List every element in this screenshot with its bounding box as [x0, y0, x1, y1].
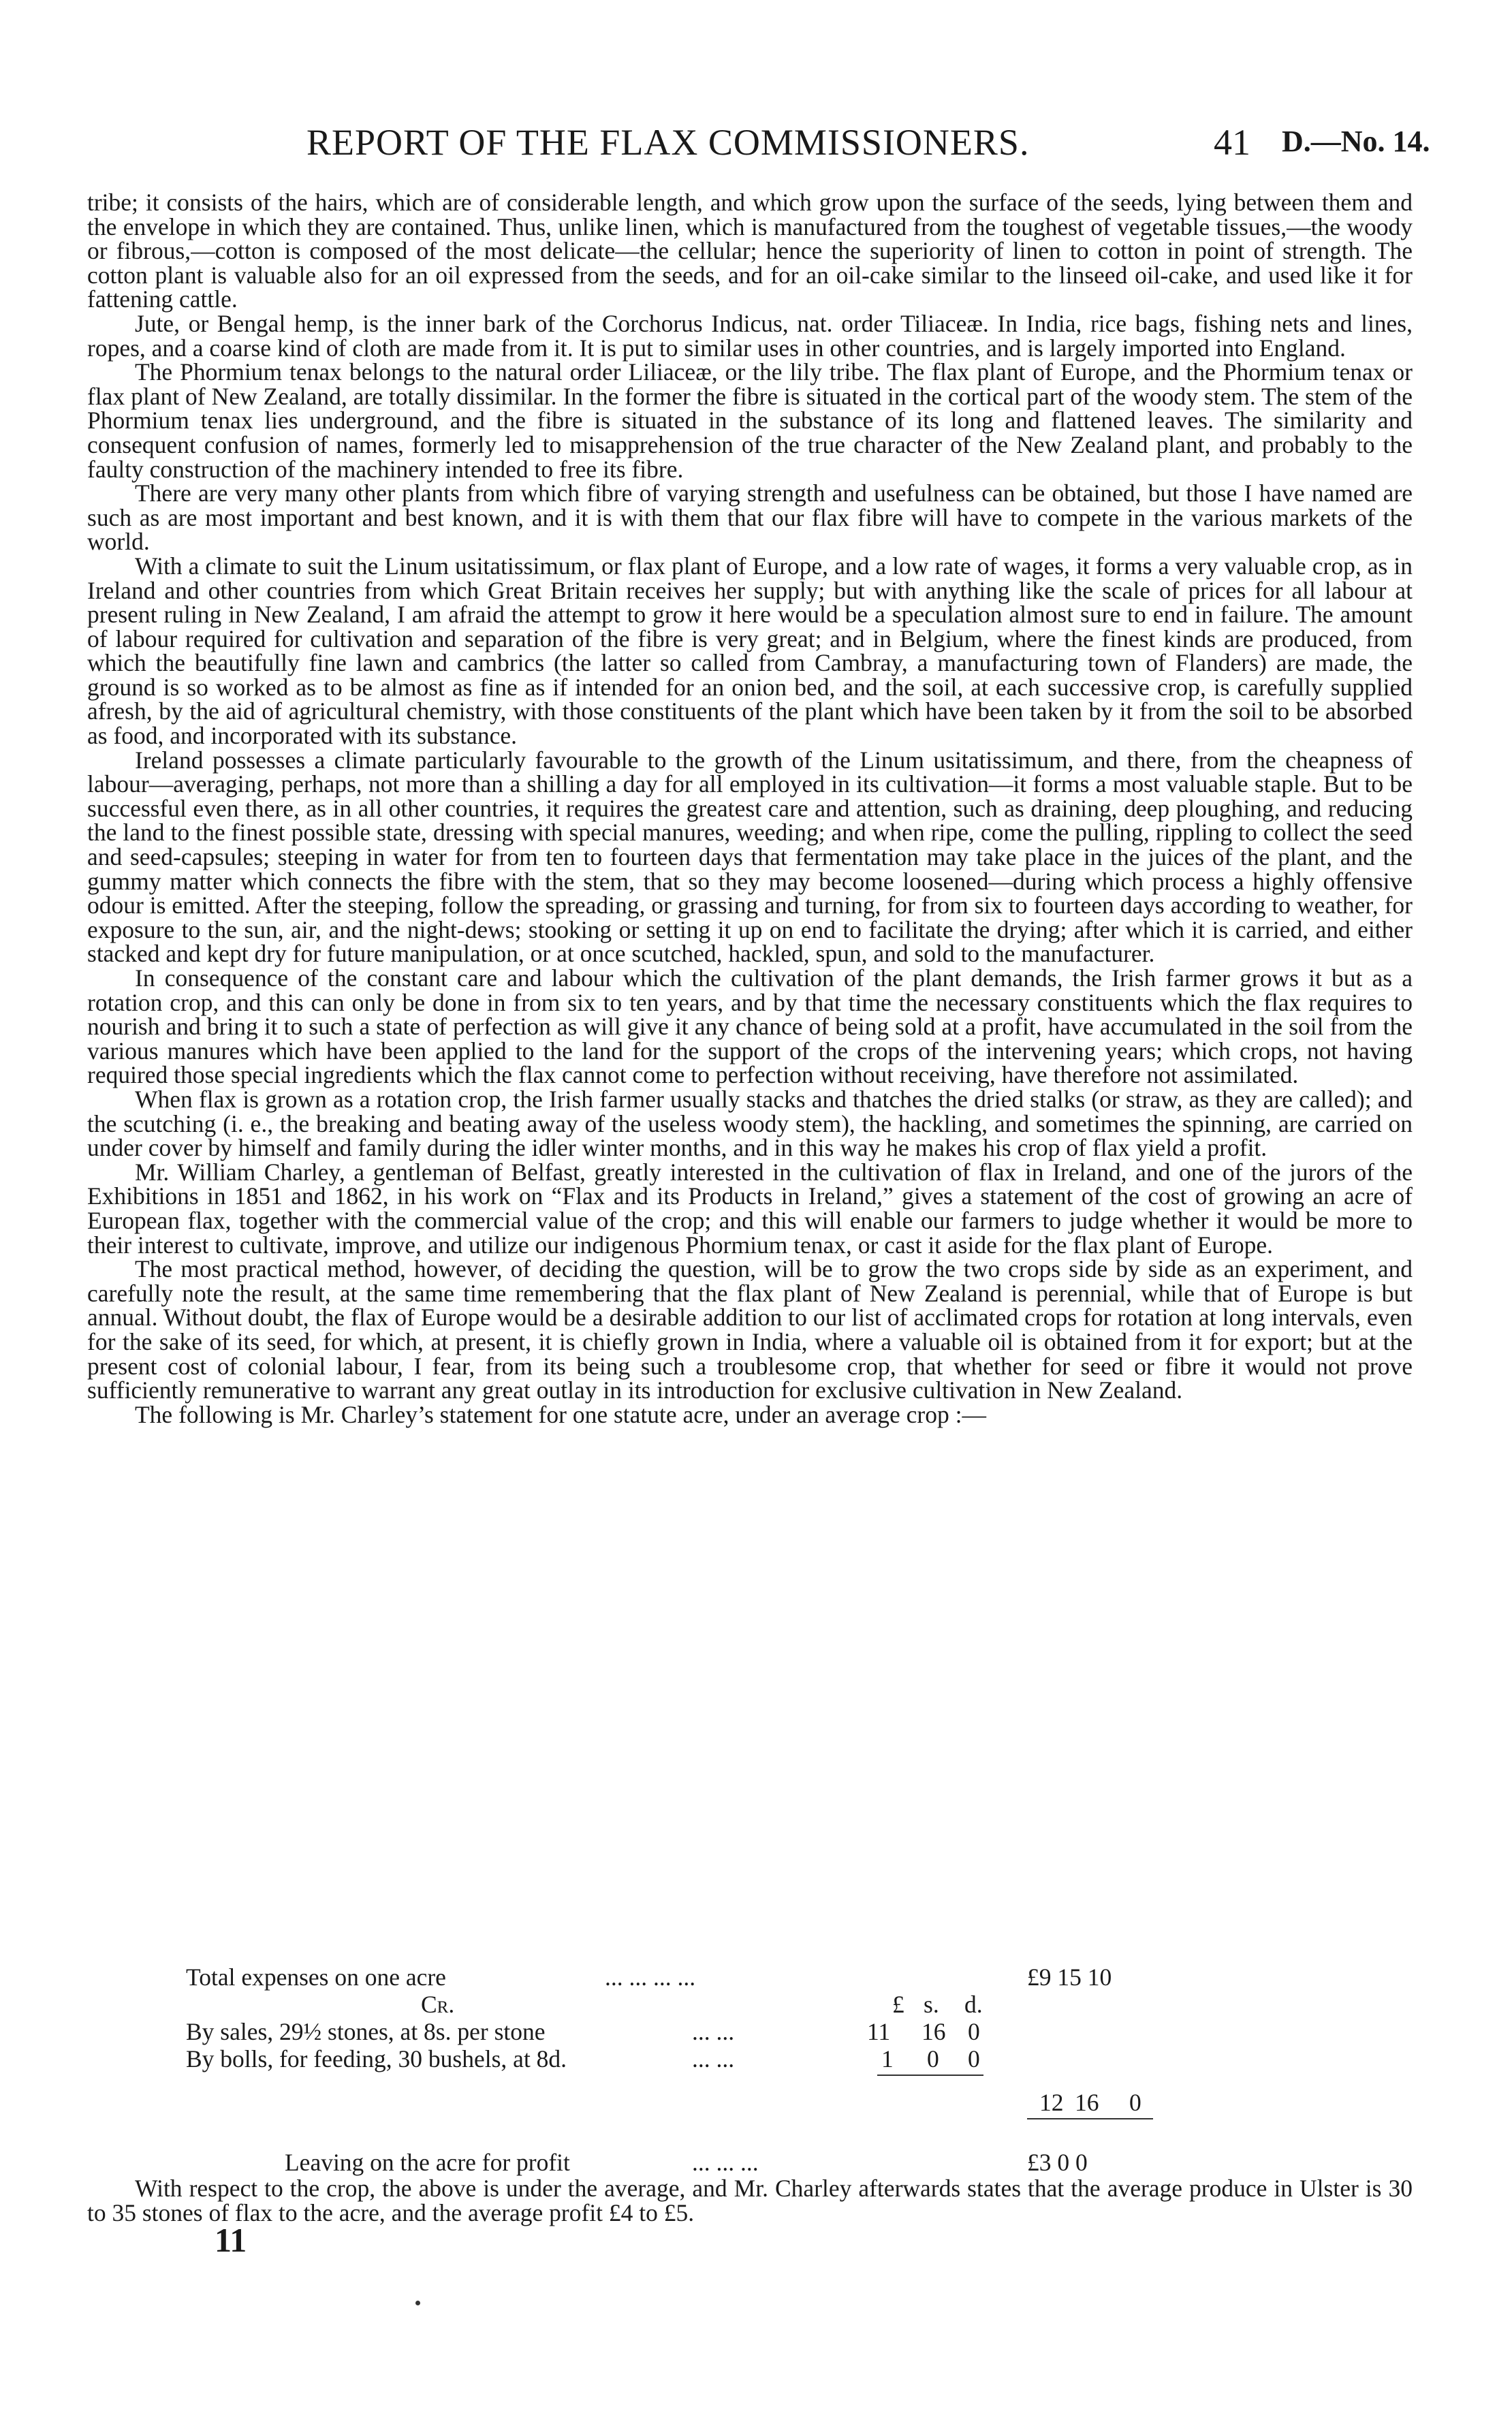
- sales-pence: 0: [968, 2018, 980, 2045]
- paragraph: The most practical method, however, of deciding the question, will be to grow the two crops side by side as an experiment, and carefully note the result, at the same time remembering that the flax plant of New Zealand is perennial, while that of Europe is but annual. Without doubt, the flax of Europe would be a desirable addition to our list of acclimated crops for rotation at long intervals, even for the sake of its seed, for which, at present, it is chiefly grown in India, where a valuable oil is obtained from it for export; but at the present cost of colonial labour, I fear, from its being such a troublesome crop, that whether for seed or fibre it would not prove sufficiently remunerative to warrant any great outlay in its introduction for exclusive cultivation in New Zealand.: [87, 1255, 1413, 1404]
- ink-dot: [415, 2301, 420, 2305]
- closing-text: [87, 2177, 1413, 2225]
- running-title: REPORT OF THE FLAX COMMISSIONERS.: [306, 122, 1030, 163]
- ledger-row-sales: [87, 2017, 1413, 2045]
- paragraph: With respect to the crop, the above is under the average, and Mr. Charley afterwards states that the average produce in Ulster is 30 to 35 stones of flax to the acre, and the average profit £4 to £5.: [87, 2175, 1413, 2226]
- ledger-row-sum: [87, 2088, 1413, 2115]
- page-header: [0, 121, 1512, 169]
- sales-shillings: 16: [922, 2018, 946, 2045]
- paragraph: There are very many other plants from which fibre of varying strength and usefulness can be obtained, but those I have named are such as are most important and best known, and it is with them that our flax fibre will have to compete in the various markets of the world.: [87, 479, 1413, 556]
- paragraph: In consequence of the constant care and labour which the cultivation of the plant demands, the Irish farmer grows it but as a rotation crop, and this can only be done in from six to ten years, and by that time the necessary constituents which the flax requires to nourish and bring it to such a state of perfection as will give it any chance of being sold at a profit, have accumulated in the soil from the various manures which have been applied to the land for the support of the crops of the intervening years; which crops, not having required those special ingredients which the flax cannot come to perfection without receiving, have therefore not assimilated.: [87, 964, 1413, 1089]
- credit-heading: Cr.: [421, 1991, 455, 2018]
- signature-mark: 11: [215, 2221, 247, 2259]
- sum-rule: [877, 2075, 983, 2076]
- leader-dots: ... ...: [692, 2018, 735, 2045]
- total-expenses-value: £9 15 10: [1027, 1963, 1112, 1991]
- ledger-row-total: [87, 1963, 1413, 1990]
- paper-reference: D.—No. 14.: [1282, 125, 1430, 158]
- sales-label: By sales, 29½ stones, at 8s. per stone: [186, 2018, 546, 2045]
- sum-pounds: 12: [1039, 2089, 1064, 2116]
- bolls-shillings: 0: [927, 2045, 939, 2072]
- col-pence: d.: [964, 1991, 983, 2018]
- paragraph: With a climate to suit the Linum usitatissimum, or flax plant of Europe, and a low rate of wages, it forms a very valuable crop, as in Ireland and other countries from which Great Britain receives her supply; but with anything like the scale of prices for all labour at present ruling in New Zealand, I am afraid the attempt to grow it here would be a speculation almost sure to end in failure. The amount of labour required for cultivation and separation of the fibre is very great; and in Belgium, where the finest kinds are produced, from which the beautifully fine lawn and cambrics (the latter so called from Cambray, a manufacturing town of Flanders) are made, the ground is so worked as to be almost as fine as if intended for an onion bed, and the soil, at each successive crop, is carefully supplied afresh, by the aid of agricultural chemistry, with those constituents of the plant which have been taken by it from the soil to be absorbed as food, and incorporated with its substance.: [87, 552, 1413, 750]
- leader-dots: ... ...: [692, 2045, 735, 2072]
- bolls-pence: 0: [968, 2045, 980, 2072]
- paragraph: Mr. William Charley, a gentleman of Belfast, greatly interested in the cultivation of flax in Ireland, and one of the jurors of the Exhibitions in 1851 and 1862, in his work on “Flax and its Products in Ireland,” gives a statement of the cost of growing an acre of European flax, together with the commercial value of the crop; and this will enable our farmers to judge whether it would be more to their interest to cultivate, improve, and utilize our indigenous Phormium tenax, or cast it aside for the flax plant of Europe.: [87, 1158, 1413, 1259]
- paragraph: The Phormium tenax belongs to the natural order Liliaceæ, or the lily tribe. The flax plant of Europe, and the Phormium tenax or flax plant of New Zealand, are totally dissimilar. In the former the fibre is situated in the cortical part of the woody stem. The stem of the Phormium tenax lies underground, and the fibre is situated in the substance of its long and flattened leaves. The similarity and consequent confusion of names, formerly led to misapprehension of the true character of the New Zealand plant, and probably to the faulty construction of the machinery intended to free its fibre.: [87, 358, 1413, 483]
- paragraph: The following is Mr. Charley’s statement for one statute acre, under an average crop :—: [135, 1400, 986, 1428]
- sum-pence: 0: [1129, 2089, 1141, 2116]
- col-shillings: s.: [924, 1991, 939, 2018]
- paragraph: When flax is grown as a rotation crop, the Irish farmer usually stacks and thatches the dried stalks (or straw, as they are called); and the scutching (i. e., the breaking and beating away of the useless woody stem), the hackling, and sometimes the spinning, are carried on under cover by himself and family during the idler winter months, and in this way he makes his crop of flax yield a profit.: [87, 1085, 1413, 1162]
- sum-shillings: 16: [1075, 2089, 1099, 2116]
- profit-value: £3 0 0: [1027, 2149, 1088, 2176]
- ledger-row-bolls: [87, 2045, 1413, 2072]
- body-text: [87, 191, 1413, 1427]
- ledger-row-profit: [87, 2148, 1413, 2175]
- paragraph: Jute, or Bengal hemp, is the inner bark of the Corchorus Indicus, nat. order Tiliaceæ. In India, rice bags, fishing nets and lines, ropes, and a coarse kind of cloth are made from it. It is put to similar uses in other countries, and is largely imported into England.: [87, 309, 1413, 362]
- leader-dots: ... ... ... ...: [605, 1963, 696, 1991]
- bolls-pounds: 1: [881, 2045, 894, 2072]
- profit-label: Leaving on the acre for profit: [285, 2149, 570, 2176]
- total-expenses-label: Total expenses on one acre: [186, 1963, 446, 1991]
- paragraph: Ireland possesses a climate particularly favourable to the growth of the Linum usitatissimum, and there, from the cheapness of labour—averaging, perhaps, not more than a shilling a day for all employed in its cultivation—it forms a most valuable staple. But to be successful even there, as in all other countries, it requires the greatest care and attention, such as draining, deep ploughing, and reducing the land to the finest possible state, dressing with special manures, weeding; and when ripe, come the pulling, rippling to collect the seed and seed-capsules; steeping in water for from ten to fourteen days that fermentation may take place in the juices of the plant, and the gummy matter which connects the fibre with the stem, that so they may become loosened—during which process a highly offensive odour is emitted. After the steeping, follow the spreading, or grassing and turning, for from six to fourteen days according to weather, for exposure to the sun, air, and the night-dews; stooking or setting it up on end to facilitate the drying; after which it is carried, and either stacked and kept dry for future manipulation, or at once scutched, hackled, spun, and sold to the manufacturer.: [87, 746, 1413, 968]
- paragraph: tribe; it consists of the hairs, which are of considerable length, and which grow upon the surface of the seeds, lying between them and the envelope in which they are contained. Thus, unlike linen, which is manufactured from the toughest of vegetable tissues,—the woody or fibrous,—cotton is composed of the most delicate—the cellular; hence the superiority of linen to cotton in point of strength. The cotton plant is valuable also for an oil expressed from the seeds, and for an oil-cake similar to the linseed oil-cake, and used like it for fattening cattle.: [87, 189, 1413, 313]
- sales-pounds: 11: [867, 2018, 891, 2045]
- leader-dots: ... ... ...: [692, 2149, 759, 2176]
- col-pounds: £: [892, 1991, 904, 2018]
- ledger-row-cr: [87, 1990, 1413, 2017]
- profit-rule: [1027, 2118, 1153, 2119]
- bolls-label: By bolls, for feeding, 30 bushels, at 8d.: [186, 2045, 567, 2072]
- page-number: 41: [1214, 122, 1250, 163]
